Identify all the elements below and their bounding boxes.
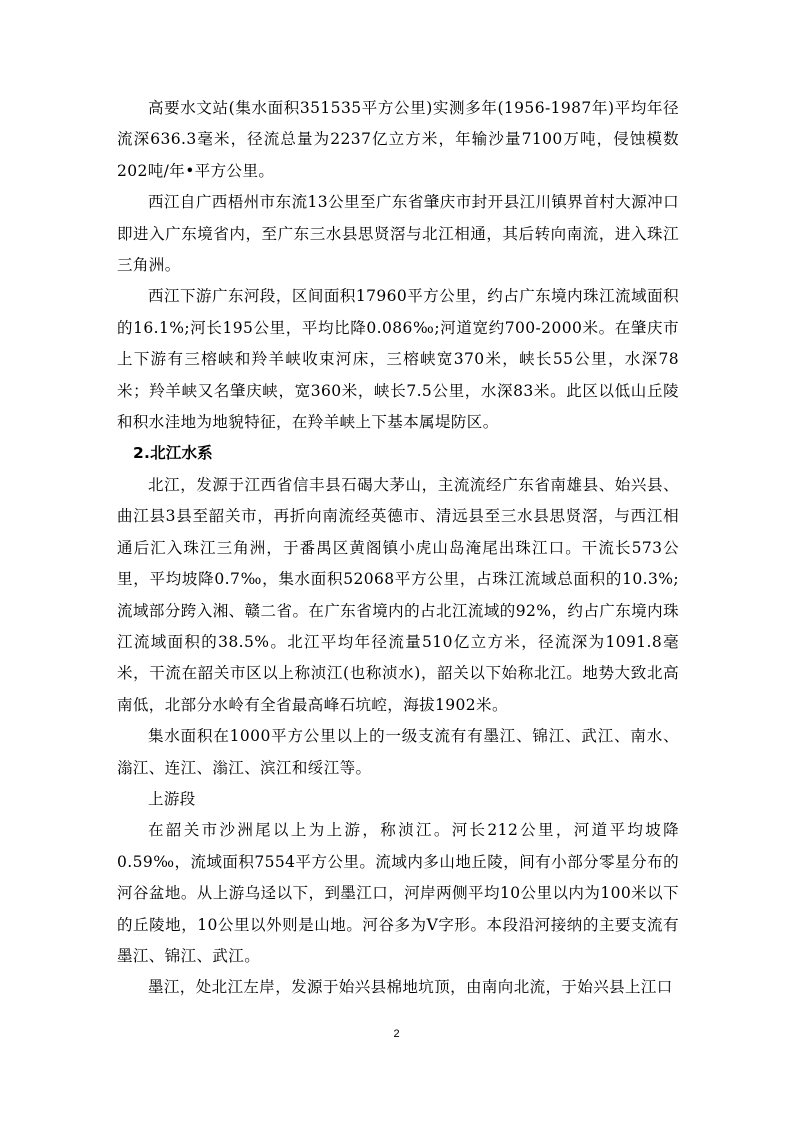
section-heading-beijiang: 2.北江水系 [133,444,213,463]
subheading-upstream: 上游段 [148,789,196,808]
paragraph-xijiang-lower: 西江下游广东河段，区间面积17960平方公里，约占广东境内珠江流域面积的16.1%;河长195公里，平均比降0.086‰;河道宽约700-2000米。在肇庆市上下游有三榕峡和羚羊峡收束河床，三榕峡宽370米，峡长55公里，水深78米；羚羊峡又名肇庆峡，宽360米，峡长7.5公里，水深83米。此区以低山丘陵和积水洼地为地貌特征，在羚羊峡上下基本属堤防区。 [117,287,679,432]
paragraph-beijiang-overview: 北江，发源于江西省信丰县石碣大茅山，主流流经广东省南雄县、始兴县、曲江县3县至韶关市，再折向南流经英德市、清远县至三水县思贤滘，与西江相通后汇入珠江三角洲，于番禺区黄阁镇小虎山岛淹尾出珠江口。干流长573公里，平均坡降0.7‰，集水面积52068平方公里，占珠江流域总面积的10.3%;流域部分跨入湘、赣二省。在广东省境内的占北江流域的92%，约占广东境内珠江流域面积的38.5%。北江平均年径流量510亿立方米，径流深为1091.8毫米，干流在韶关市区以上称浈江(也称浈水)，韶关以下始称北江。地势大致北高南低，北部分水岭有全省最高峰石坑崆，海拔1902米。 [117,475,679,714]
paragraph-xijiang-entry: 西江自广西梧州市东流13公里至广东省肇庆市封开县江川镇界首村大源冲口即进入广东境省内，至广东三水县思贤滘与北江相通，其后转向南流，进入珠江三角洲。 [117,193,679,275]
page-body [117,93,679,1004]
paragraph-upstream: 在韶关市沙洲尾以上为上游，称浈江。河长212公里，河道平均坡降0.59‰，流域面积7554平方公里。流域内多山地丘陵，间有小部分零星分布的河谷盆地。从上游乌迳以下，到墨江口，河岸两侧平均10公里以内为100米以下的丘陵地，10公里以外则是山地。河谷多为V字形。本段沿河接纳的主要支流有墨江、锦江、武江。 [117,821,679,965]
paragraph-mojiang: 墨江，处北江左岸，发源于始兴县棉地坑顶，由南向北流，于始兴县上江口 [148,978,673,997]
paragraph-tributaries: 集水面积在1000平方公里以上的一级支流有有墨江、锦江、武江、南水、滃江、连江、滃江、滨江和绥江等。 [117,727,679,777]
page-number: 2 [393,1028,400,1040]
paragraph-gaoyao-station: 高要水文站(集水面积351535平方公里)实测多年(1956-1987年)平均年径流深636.3毫米，径流总量为2237亿立方米，年输沙量7100万吨，侵蚀模数202吨/年•平方公里。 [117,99,679,180]
